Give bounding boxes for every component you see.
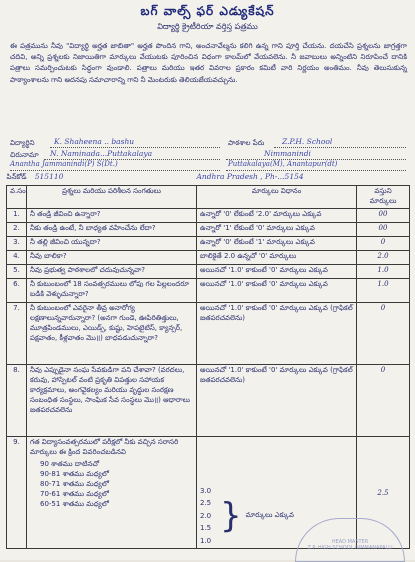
- grade-item: 70-61 శాతము మధ్యలో: [40, 490, 109, 498]
- pincode-row: [7, 172, 410, 186]
- address-label: చిరునామా: [10, 151, 39, 159]
- stamp-line-1: HEAD MASTER: [331, 539, 369, 545]
- address-line-4: [226, 170, 406, 171]
- address-value-2: Nimmanindi: [264, 149, 311, 158]
- school-value: Z.P.H. School: [282, 137, 333, 146]
- grade-item: 90-81 శాతము మధ్యలో: [40, 470, 109, 478]
- school-line: [274, 147, 406, 148]
- grade-mark: 1.5: [200, 524, 212, 532]
- school-label: పాఠశాల పేరు: [228, 139, 265, 147]
- address-value-5: Andhra Pradesh , Ph-...5154: [196, 172, 304, 181]
- student-value: K. Shaheena .. bashu: [54, 137, 135, 146]
- grade-mark: 3.0: [200, 486, 212, 495]
- grade-mark: 1.0: [200, 536, 212, 545]
- pincode-value: 515110: [34, 172, 64, 181]
- brace-icon: }: [220, 495, 242, 536]
- grade-item: 60-51 శాతము మధ్యలో: [40, 500, 109, 508]
- address-value: N. Naminada...Puttakalaya: [50, 149, 153, 158]
- questions-table: [6, 172, 410, 549]
- table-row: 7. నీ కుటుంబంలో ఎవరైనా తీవ్ర అనారోగ్య లక్షణాలున్నవారున్నారా? (అనగా గుండె, ఊపిరితిత్తులు, మూత్రపిండములు, ఎయిడ్స్, కుష్టు, హెపటైటిస్, క్యాన్సర్, పక్షవాతం, కీళ్లవాతం మొ॥) బాధపడుచున్నారా? అయినచో '1.0' కాకుంటే '0' మార్కులు ఎక్కువ (గ్రాఫికల్ జతపరచవలెను) 0: [7, 303, 410, 365]
- header-marks: వస్తుని మార్కులు: [357, 186, 410, 209]
- table-row: 2. నీకు తండ్రి ఉంటే, నీ బాధ్యత వహించేను లేదా? ఉన్నారో '1' లేకుంటే '0' మార్కులు ఎక్కువ 00: [7, 223, 410, 237]
- table-row: 3. నీ తల్లి జీవించి యున్నదా? ఉన్నారో '0' లేకుంటే '1' మార్కులు ఎక్కువ 0: [7, 237, 410, 251]
- stamp-line-2: Z.P. HIGH SCHOOL NIMMANAPALLI: [307, 545, 393, 551]
- table-row: 9. గత విద్యాసంవత్సరములో పరీక్షలో నీకు వచ్చిన సరాసరి మార్కులు ఈ క్రింద వివరించబడినవి 90 శాతము దాటినచో 90-81 శాతము మధ్యలో 80-71 శాతము మధ్యలో 70-61 శాతము మధ్యలో 60-51 శాతము మధ్యలో 3.0 2.5 2.0 1.5 1.0 } మార్కులు ఎక్కువ 2.5: [7, 437, 410, 549]
- address-value-3: Anantha Jammanindi(P) S(Dt.): [10, 160, 118, 168]
- pincode-label: పిన్‌కోడ్: [6, 173, 27, 181]
- table-row: 4. నీవు బాలికా? బాలికైతే 2.0 ఉన్నచో '0' మార్కులు 2.0: [7, 251, 410, 265]
- grade-marks-method: మార్కులు ఎక్కువ: [245, 510, 294, 519]
- header-question: ప్రశ్నలు మరియు పరిశీలన సంగతులు: [27, 186, 197, 209]
- grade-item: 90 శాతము దాటినచో: [40, 460, 100, 468]
- table-row: 1. నీ తండ్రి జీవించి ఉన్నారా? ఉన్నారో '0' లేకుంటే '2.0' మార్కులు ఎక్కువ 00: [7, 209, 410, 223]
- table-row: 5. నీవు ప్రభుత్వ పాఠశాలలో చదువుచున్నవా? అయినచో '1.0' కాకుంటే '0' మార్కులు ఎక్కువ 1.0: [7, 265, 410, 279]
- header-marks-method: మార్కులు విధానం: [197, 186, 357, 209]
- table-row: 8. నీవు ఎప్పుడైనా సంఘ సేవకుడిగా పని చేశావా? (వరదలు, కరువు, హాస్పిటల్ వంటి ప్రకృతి విపత్తుల సహాయక కార్యక్రమాలు, అంగవైకల్యం మరియు వృద్ధుల సంరక్షణ సంబంధిత సంస్థలు, సాంఘిక సేవ సంస్థలు మొ॥) ఆధారాలు జతపరచవలెను అయినచో '1.0' కాకుంటే '0' మార్కులు ఎక్కువ (గ్రాఫికల్ జతపరచవలెను) 0: [7, 365, 410, 437]
- grade-mark: 2.5: [200, 499, 212, 507]
- grade-mark: 2.0: [200, 511, 212, 520]
- address-value-4: Puttakalaya(M), Anantapur(dt): [228, 160, 338, 168]
- page-subtitle: విద్యార్థి క్రైటీరియా వర్తిస్త పత్రము: [157, 22, 258, 31]
- intro-paragraph: ఈ పత్రమును నీవు "విద్యార్థి అర్హత జాబితా" అర్హత పొందిన గాని, అంచనావేల్మను కలిగి ఉన్న గాని పూర్తి చేయను. దయచేసి ప్రశ్నలను జాగ్రత్తగా చదివి, అన్ని ప్రశ్నలకు నిజాయితిగా మార్కులు వేయుటకు పూరించిన విధంగా కాలమ్‌లో వేయవలెను. నీ జవాబులు అన్నింటిని నిరూపించే దానికి పత్రాలు సమర్పించుటకు సిద్ధంగా వుండాలి. పత్రాలు మరియు ఇతర వివరాల ప్రకారం కమిటీ వారి నిర్ణయం అంతిమం. నీవు తెలుసుకున్న పాఠ్యాంశాలను గాని అదనపు సమాచారాన్ని గాని నీ మెంటరుకు తెలియజేయవచ్చును.: [10, 42, 407, 84]
- student-line: [50, 147, 220, 148]
- table-row: 6. నీ కుటుంబంలో 18 సంవత్సరములు లోపు గల పిల్లలందరూ బడికి వెళ్ళుచున్నారా? అయినచో '1.0' కాకుంటే '0' మార్కులు ఎక్కువ 1.0: [7, 279, 410, 303]
- address-line-3: [10, 170, 220, 171]
- student-label: విద్యార్థిని: [10, 139, 35, 147]
- page-title: బగ్ వాల్స్ ఫర్ ఎడ్యుకేషన్: [140, 4, 275, 18]
- header-sno: వ.సం.: [7, 186, 27, 209]
- grade-item: 80-71 శాతము మధ్యలో: [40, 480, 109, 488]
- grade-question-cell: గత విద్యాసంవత్సరములో పరీక్షలో నీకు వచ్చిన సరాసరి మార్కులు ఈ క్రింద వివరించబడినవి 90 శాతము దాటినచో 90-81 శాతము మధ్యలో 80-71 శాతము మధ్యలో 70-61 శాతము మధ్యలో 60-51 శాతము మధ్యలో: [27, 437, 197, 549]
- table-header-row: [7, 186, 410, 209]
